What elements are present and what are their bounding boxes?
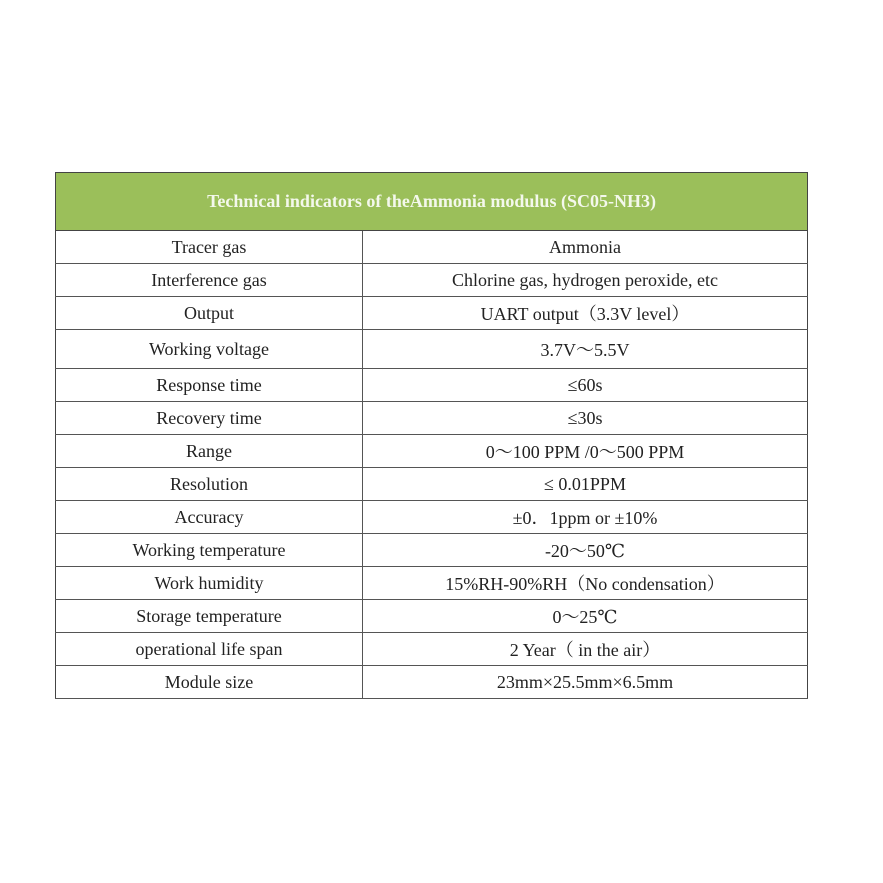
row-value: -20～50℃ <box>363 534 808 567</box>
row-label: Work humidity <box>56 567 363 600</box>
table-row <box>56 567 808 600</box>
row-label: Response time <box>56 369 363 402</box>
table-row <box>56 468 808 501</box>
table-row <box>56 534 808 567</box>
table-row <box>56 666 808 699</box>
table-header-row <box>56 173 808 231</box>
table-row <box>56 633 808 666</box>
row-value: 0～100 PPM /0～500 PPM <box>363 435 808 468</box>
table-row <box>56 402 808 435</box>
row-value: ≤60s <box>363 369 808 402</box>
row-label: Resolution <box>56 468 363 501</box>
row-value: ±0．1ppm or ±10% <box>363 501 808 534</box>
table-row <box>56 330 808 369</box>
row-label: Accuracy <box>56 501 363 534</box>
table-row <box>56 369 808 402</box>
row-label: Module size <box>56 666 363 699</box>
row-value: 15%RH-90%RH（No condensation） <box>363 567 808 600</box>
row-value: Chlorine gas, hydrogen peroxide, etc <box>363 264 808 297</box>
table-row <box>56 600 808 633</box>
row-value: Ammonia <box>363 231 808 264</box>
table-row <box>56 501 808 534</box>
table-row <box>56 264 808 297</box>
table-row <box>56 231 808 264</box>
row-value: UART output（3.3V level） <box>363 297 808 330</box>
row-label: Output <box>56 297 363 330</box>
row-label: Recovery time <box>56 402 363 435</box>
table-row <box>56 435 808 468</box>
row-value: 0～25℃ <box>363 600 808 633</box>
row-value: 2 Year（ in the air） <box>363 633 808 666</box>
row-value: 23mm×25.5mm×6.5mm <box>363 666 808 699</box>
row-label: Interference gas <box>56 264 363 297</box>
row-value: ≤30s <box>363 402 808 435</box>
row-label: Storage temperature <box>56 600 363 633</box>
row-value: 3.7V～5.5V <box>363 330 808 369</box>
table-title: Technical indicators of theAmmonia modulus (SC05-NH3) <box>56 173 808 231</box>
row-label: Working voltage <box>56 330 363 369</box>
row-label: operational life span <box>56 633 363 666</box>
table-row <box>56 297 808 330</box>
row-label: Range <box>56 435 363 468</box>
row-label: Tracer gas <box>56 231 363 264</box>
spec-table <box>55 172 808 699</box>
row-value: ≤ 0.01PPM <box>363 468 808 501</box>
row-label: Working temperature <box>56 534 363 567</box>
